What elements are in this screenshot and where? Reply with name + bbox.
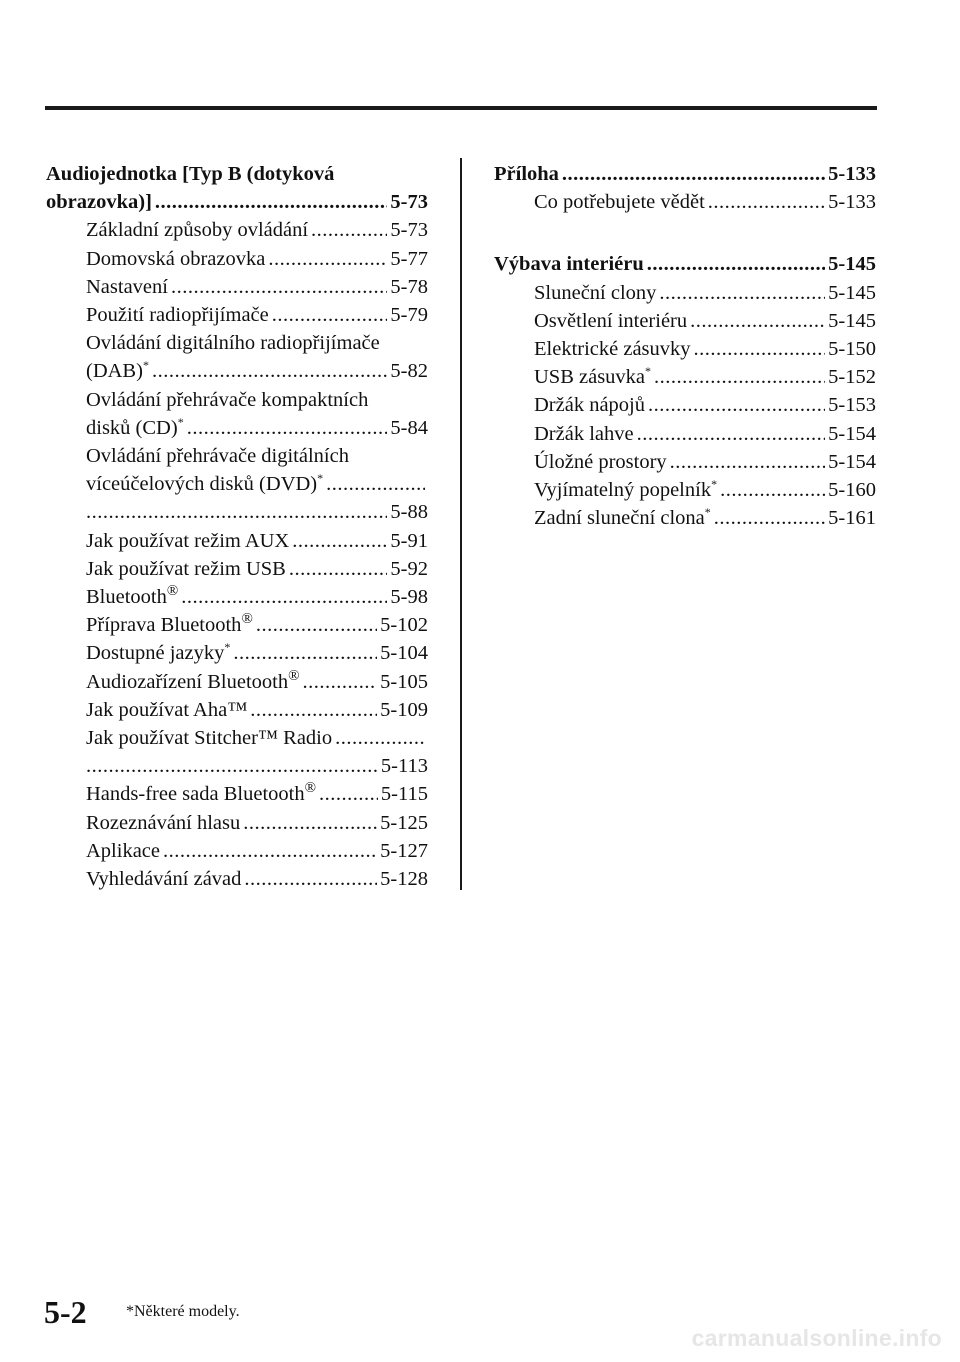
- toc-entry[interactable]: Držák lahve ..... 5-154: [534, 420, 876, 448]
- page-ref: 5-154: [828, 422, 876, 445]
- toc-entry[interactable]: Bluetooth® ..... 5-98: [86, 583, 428, 611]
- footnote-mark: *: [711, 477, 718, 492]
- column-divider: [460, 158, 462, 890]
- toc-entry[interactable]: Jak používat režim USB ..... 5-92: [86, 555, 428, 583]
- toc-entry[interactable]: Držák nápojů ..... 5-153: [534, 391, 876, 419]
- page-number: 5-2: [44, 1294, 87, 1330]
- toc-entry[interactable]: Ovládání digitálního radiopřijímače (DAB)* ..... 5-82: [86, 329, 428, 385]
- toc-entry[interactable]: Úložné prostory ..... 5-154: [534, 448, 876, 476]
- toc-entry[interactable]: Domovská obrazovka ..... 5-77: [86, 245, 428, 273]
- page-ref: 5-73: [390, 219, 428, 242]
- toc-section-vybava-interieru[interactable]: Výbava interiéru ..... 5-145: [494, 250, 876, 278]
- page-ref: 5-78: [390, 275, 428, 298]
- toc-entry[interactable]: Audiozařízení Bluetooth® ..... 5-105: [86, 668, 428, 696]
- page-ref: 5-79: [390, 304, 428, 327]
- page-ref: 5-77: [390, 247, 428, 270]
- page-ref: 5-84: [390, 416, 428, 439]
- toc-entry[interactable]: Ovládání přehrávače digitálních víceúčelových disků (DVD)* ..... ..... 5-88: [86, 442, 428, 527]
- page-ref: 5-160: [828, 479, 876, 502]
- footnote-mark: *: [224, 640, 231, 655]
- registered-mark: ®: [241, 611, 253, 628]
- registered-mark: ®: [304, 780, 316, 797]
- toc-section-priloha[interactable]: Příloha ..... 5-133: [494, 160, 876, 188]
- page-ref: 5-153: [828, 394, 876, 417]
- page-ref: 5-115: [380, 783, 428, 806]
- page-ref: 5-145: [828, 309, 876, 332]
- page-ref: 5-82: [390, 360, 428, 383]
- page-ref: 5-145: [828, 281, 876, 304]
- toc-left-column: [46, 160, 428, 893]
- toc-section-audiojednotka[interactable]: Audiojednotka [Typ B (dotyková obrazovka)] ..... 5-73: [46, 160, 428, 216]
- toc-entry[interactable]: Dostupné jazyky* ..... 5-104: [86, 639, 428, 667]
- page-ref: 5-98: [390, 586, 428, 609]
- page-ref: 5-91: [390, 529, 428, 552]
- toc-entry[interactable]: Aplikace ..... 5-127: [86, 837, 428, 865]
- page-ref: 5-128: [380, 868, 428, 891]
- toc-entry[interactable]: Vyjímatelný popelník* ..... 5-160: [534, 476, 876, 504]
- page-ref: 5-161: [828, 507, 876, 530]
- page-ref: 5-133: [828, 191, 876, 214]
- registered-mark: ®: [288, 667, 300, 684]
- page-ref: 5-145: [828, 253, 876, 276]
- toc-entry[interactable]: Zadní sluneční clona* ..... 5-161: [534, 504, 876, 532]
- toc-entry[interactable]: Osvětlení interiéru ..... 5-145: [534, 307, 876, 335]
- footnote-mark: *: [704, 505, 711, 520]
- toc-entry[interactable]: Sluneční clony ..... 5-145: [534, 279, 876, 307]
- page-ref: 5-102: [380, 614, 428, 637]
- page-ref: 5-127: [380, 839, 428, 862]
- toc-entry[interactable]: Hands-free sada Bluetooth® ..... 5-115: [86, 780, 428, 808]
- toc-entry[interactable]: Elektrické zásuvky ..... 5-150: [534, 335, 876, 363]
- page-ref: 5-109: [380, 698, 428, 721]
- toc-entry[interactable]: Nastavení ..... 5-78: [86, 273, 428, 301]
- page-ref: 5-92: [390, 557, 428, 580]
- page-ref: 5-152: [828, 366, 876, 389]
- toc-entry[interactable]: Příprava Bluetooth® ..... 5-102: [86, 611, 428, 639]
- page-ref: 5-150: [828, 338, 876, 361]
- toc-entry[interactable]: Ovládání přehrávače kompaktních disků (CD)* ..... 5-84: [86, 386, 428, 442]
- page-ref: 5-88: [390, 501, 428, 524]
- toc-entry[interactable]: Rozeznávání hlasu ..... 5-125: [86, 809, 428, 837]
- toc-entry[interactable]: Použití radiopřijímače ..... 5-79: [86, 301, 428, 329]
- watermark: carmanualsonline.info: [691, 1325, 942, 1351]
- registered-mark: ®: [166, 583, 179, 600]
- page-ref: 5-113: [380, 755, 428, 778]
- page-ref: 5-73: [390, 191, 428, 214]
- page-ref: 5-104: [380, 642, 428, 665]
- toc-entry[interactable]: Jak používat Stitcher™ Radio ..... ..... 5-113: [86, 724, 428, 780]
- toc-entry[interactable]: Jak používat Aha™ ..... 5-109: [86, 696, 428, 724]
- footnote-mark: *: [317, 471, 324, 486]
- toc-entry[interactable]: USB zásuvka* ..... 5-152: [534, 363, 876, 391]
- page-ref: 5-105: [380, 670, 428, 693]
- footnote-mark: *: [645, 364, 652, 379]
- footnote-mark: *: [177, 415, 184, 429]
- toc-entry[interactable]: Co potřebujete vědět ..... 5-133: [534, 188, 876, 216]
- footnote-mark: *: [142, 358, 149, 373]
- page-ref: 5-125: [380, 811, 428, 834]
- toc-entry[interactable]: Jak používat režim AUX ..... 5-91: [86, 527, 428, 555]
- toc-entry[interactable]: Vyhledávání závad ..... 5-128: [86, 865, 428, 893]
- toc-entry[interactable]: Základní způsoby ovládání ..... 5-73: [86, 216, 428, 244]
- header-rule: [45, 106, 877, 110]
- footnote-text: *Některé modely.: [126, 1303, 240, 1320]
- page-ref: 5-154: [828, 450, 876, 473]
- page-ref: 5-133: [828, 163, 876, 185]
- toc-right-column: [494, 160, 876, 532]
